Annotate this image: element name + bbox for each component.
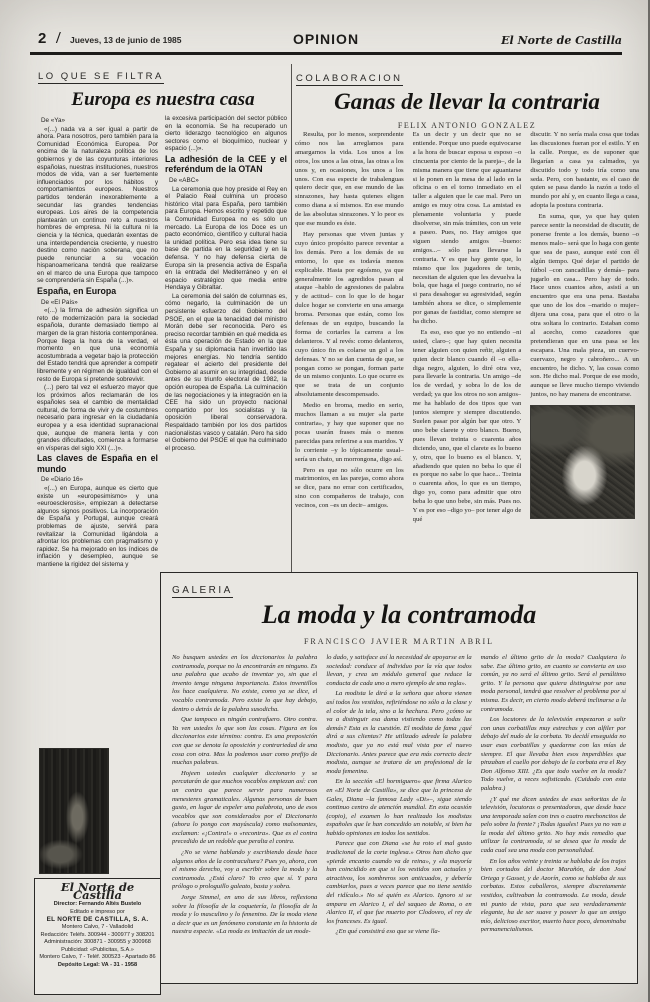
quote-source: De «Ya» — [41, 117, 66, 124]
sidebar-photo — [39, 748, 109, 874]
quote-source: De «El País» — [41, 298, 78, 306]
article-paragraph: En la sección «El hormiguero» que firma Alarico en «El Norte de Castilla», se dice que la princesa de Gales, Diana –la famosa Lady «Di»–, sigue siendo continuo centro de atención mundial. En esta ocasión (copio), el examen lo han realizado los modistas españoles que le han concedido un notable, si bien ha habido opiniones en todos los sentidos. — [326, 778, 472, 837]
quote-source: De «Diario 16» — [41, 476, 84, 484]
colaboracion-kicker: COLABORACION — [296, 73, 403, 84]
colaboracion-headline: Ganas de llevar la contraria — [334, 89, 600, 114]
filtra-section-header — [38, 66, 288, 111]
article-paragraph: ¿En qué consistirá eso que se viene lla- — [335, 928, 440, 936]
page-header — [30, 30, 622, 50]
article-paragraph: Pero es que no sólo ocurre en los matrimonios, en las parejas, como ahora se dice, para no errar con certificados, sino con compañeros de trabajo, con vecinos, con –es un decir– amigos. — [295, 466, 404, 510]
article-paragraph: mando el último grito de la moda? Cualquiera lo sabe. Ese último grito, en cuanto se convierta en uso común, ya no será el último grito. Será el penúltimo grito. Y la persona que quiera distinguirse por una moda personal, tendrá que resolver el problema por sí misma. Es decir, en cierto modo deberá inclinarse a la contramoda. — [480, 654, 626, 713]
header-rule — [30, 52, 622, 55]
masthead-box-title: El Norte de Castilla — [60, 880, 135, 902]
masthead-info-box — [34, 878, 161, 995]
galeria-box — [160, 572, 638, 984]
article-paragraph: Es un decir y un decir que no se entiende. Porque uno puede equivocarse a la hora de buscar esposa u esposo –o cincuenta por ciento de la pareja–, de la misma manera que tiene que aguantarse si le ponen en la mesa de al lado en la oficina o en el torno inmediato en el taller a alguien que le cae mal. Pero un amigo es muy otra cosa. La amistad es plenamente voluntaria y puede disolverse, sin más trámites, con un vete a paseo. Pues, no. Hay amigos que siguen siendo amigos –bueno: amigos...– sólo para llevarse la contraria. Y es que hay gente que, lo mismo que los jugadores de tenis, necesitan de alguien que les devuelva la bola, que haga el juego contrario, no sé si para desahogar su agresividad, según también ahora se dice, o simplemente por ganas de fastidiar, como siempre se ha dicho. — [412, 131, 522, 326]
colaboracion-column-1 — [295, 131, 404, 577]
galeria-column-1 — [172, 654, 317, 972]
colaboracion-section-header — [296, 68, 638, 130]
quote-text: «(...) la firma de adhesión significa un reto de modernización para la sociedad española, durante demasiado tiempo al margen de la gran historia contemporánea. Porque llega la hora de la verdad, el momento en que una economía acostumbrada a vegetar bajo la protección del Estado tendrá que aprender a competir libremente y en régimen de igualdad con el resto de Europa si pretende sobrevivir. — [37, 307, 158, 383]
article-paragraph: Jorge Simmel, en uno de sus libros, reflexiona sobre la filosofía de la coquetería, la filosofía de la moda y lo masculino y lo femenino. De la moda viene a decir que es un fenómeno constante en la historia de nuestra especie. «La moda es imitación de un mode- — [172, 894, 318, 936]
galeria-byline: FRANCISCO JAVIER MARTIN ABRIL — [303, 637, 495, 646]
quote-text: La ceremonia que hoy preside el Rey en el Palacio Real culmina un proceso histórico vital para España, pero también para Europa. Hemos escrito y repetido que la Comunidad Europea no es sólo un mercado. La Europa de los Doce es un pacto económico, científico y cultural hacia la unidad política. Pero esa idea tiene su base de partida en la seguridad y en la defensa. Y no hay defensa cierta de Europa sin la presencia activa de España en la entrada del Mediterráneo y en el espacio estratégico que media entre Hendaya y Gibraltar. — [165, 185, 287, 292]
quote-text: (...) pero tal vez el esfuerzo mayor que los próximos años reclamarán de los españoles sea el cambio de mentalidad cultural, de forma de vivir y de costumbres necesario para ingresar en la ciudadanía europea y a esa identidad supranacional que, aunque de manera lenta y con grandes dificultades, comienza a formarse en vísperas del siglo XXI (...)». — [37, 384, 158, 452]
masthead-address-line: Montero Calvo, 7 - Valladolid — [61, 923, 134, 930]
subhead-las-claves: Las claves de España en el mundo — [37, 453, 158, 474]
column-separator — [291, 64, 292, 576]
article-paragraph: No busquen ustedes en los diccionarios la palabra contramoda, porque no la encontrarán en ninguno. Es una palabra que acabo de inventar yo, sin que el invento tenga ninguna importancia. Estos inventillos los hace cualquiera. No existe, como ya se dice, el vocablo contramoda. Pero existe lo que hay debajo, dentro o detrás de la palabra susodicha. — [172, 654, 318, 713]
quote-source: De «ABC» — [169, 176, 199, 184]
quote-text: la excesiva participación del sector público en la economía. Se ha recuperado un cierto liderazgo tecnológico en algunos sectores como el bioquímico, nuclear y espacio (...)». — [165, 115, 287, 153]
colaboracion-column-2 — [413, 131, 522, 577]
masthead-publicidad-line: Publicidad: «Publicitas, S.A.» — [61, 946, 134, 953]
galeria-column-3 — [481, 654, 626, 972]
article-paragraph: Que tampoco es ningún contrafuero. Otro contra. Ya ven ustedes lo que son las cosas. Figura en los diccionarios este término: contra. Es una preposición con que se denota la oposición y contrariedad de una cosa con otra. Mas la podemos usar como prefijo de muchas palabras. — [172, 716, 318, 767]
newspaper-name: El Norte de Castilla — [501, 34, 622, 47]
quote-text: «(...) nada va a ser igual a partir de ahora. Para nosotros, pero también para la Comunidad Económica Europea. Por encima de la naturaleza política de los gobiernos y de las coyunturas interiores españolas, nuestras instituciones, nuestros modos de vida, van a ser fuertemente influenciados por los hábitos y comportamientos europeos. Nuestros partidos tenderán inexorablemente a secundar las grandes tendencias europeas. Los aires de la competencia plantearán un continuo reto a nuestros hombres de empresa. Ni la cultura ni la ciencia y la técnica, quedarán exentas de una interdependencia creciente, y nuestro destino como nación soberana, que no puede renunciar a su vocación hispanoamericana tendrá que realizarse en el marco de una Europa que tampoco se comprendería sin España (...)». — [37, 125, 158, 285]
article-paragraph: Parece que con Diana «se ha roto el mal gusto tradicional de la corte inglesa.» Otros han dicho que «pierde encanto cuando va de reina», y «la mayoría han coincidido en que si los vestidos son actuales y atractivos, los sombreros son anticuados, y debería cambiarlos, pues a veces parece que no tiene sentido del ridículo.» No sé quién es Alarico. Ignoro si se ampara en Alarico I, el del saqueo de Roma, o en Alarico II, el que fue muerto por Clodoveo, el rey de los franceses. Es igual. — [326, 840, 472, 925]
quote-text: La ceremonia del salón de columnas es, cómo negarlo, la culminación de un persistente esfuerzo del Gobierno del PSOE, en el que la tenacidad del ministro Morán debe ser reconocida. Pero es preciso recordar también en qué medida es ésta una operación de Estado en la que España y su diplomacia han invertido las mejores energías. No tendría sentido regatear el acierto del presidente del Gobierno al asumir en su integridad, desde antes de su triunfo electoral de 1982, la opción europea de España. La culminación de las negociaciones y la integración en la CEE ha sido un proyecto nacional compartido por los socialistas y la oposición liberal conservadora. Respaldado también por los dos partidos nacionalistas vasco y catalán. Pero ha sido el Gobierno del PSOE el que ha culminado el proceso. — [165, 292, 287, 452]
article-paragraph: Hay personas que viven juntas y cuyo único propósito parece reventar a los demás. Pero a los demás de su entorno, lo que es todavía menos explicable. Hasta por egoísmo, ya que generalmente los agredidos pasan al ataque –hablo de agresiones de palabra y de actitud– con lo que lo de hogar dulce hogar se convierte en una amarga broma. Personas que están, como los defensas de un equipo, buscando la forma de cortarles la carrera a los delanteros. Y al revés: como delanteros, cuyo único fin es colarse un gol a los defensas. Y no se dan cuenta de que, se pongan como se pongan, forman parte de un mismo conjunto. Lo que ocurre es que se trata de un conjunto absolutamente descompensado. — [295, 230, 404, 399]
article-paragraph: lo dado, y satisface así la necesidad de apoyarse en la sociedad: conduce al individuo por la vía que todos llevan, y crea un módulo general que reduce la conducta de cada uno a mero ejemplo de una regla». — [326, 654, 472, 687]
masthead-company-line: EL NORTE DE CASTILLA, S. A. — [46, 916, 149, 924]
masthead-publicidad-address-line: Montero Calvo, 7 - Teléf. 300523 - Apartado 86 — [39, 954, 156, 961]
filtra-column-2 — [165, 115, 287, 577]
galeria-columns — [172, 654, 626, 972]
masthead-administracion-line: Administración: 300871 - 300955 y 300968 — [44, 939, 151, 946]
page-number: 2 — [38, 30, 47, 47]
article-paragraph: discutir. Y no sería mala cosa que todas las discusiones fueran por el estilo. Y en la calle. Porque, es de suponer que llegarían a casa ya calmados, ya discutido todo y todo iría como una seda. Pero, con bastante, es el caso de quien se pasa dando la razón a todo el mundo por ahí y, en cuanto llega a casa, adopta la postura contraria. — [530, 131, 640, 210]
galeria-kicker: GALERIA — [172, 585, 233, 596]
masthead-director-line: Director: Fernando Altés Bustelo — [53, 901, 142, 908]
quote-text: «(...) en Europa, aunque es cierto que existe un «europesimismo» y una «euroesclerosis», empiezan a detectarse algunos signos positivos. La incorporación de España y Portugal, aunque creará problemas de ajuste, servirá para revitalizar la Comunidad ligándola a afrontar los problemas con pragmatismo y rapidez. Se ha mejorado en los índices de inflación y desempleo, aunque se mantiene la rigidez del sistema y — [37, 485, 158, 568]
subhead-espana-en-europa: España, en Europa — [37, 286, 117, 297]
article-paragraph: En suma, que, ya que hay quien parece sentir la necesidad de discutir, de ponerse frente a los demás, bueno –o menos malo– será que lo haga con gente que sea de paso, aunque esté con él algún tiempo. Qué dejar el partido de fútbol –con zancadillas y demás– para jugarlo en casa... Pero hay de todo. Hace unos cuantos años, asistí a un encuentro que era una pena. Bastaba que uno de los dos –marido o mujer– dijera una cosa, para que el otro o la otra soltara lo contrario. Estaban como al acecho, como cazadores que pretendieran que en una pasa se les escapara. Una mala pieza, un cuervo-cuervazo, negro y cabroñero... A un encuentro, he dicho. Y, las cosas como son. He dicho mal. Porque de ese modo, aunque se lleve mucho tiempo viviendo juntos, no hay manera de encontrarse. — [530, 213, 640, 399]
article-paragraph: ¿No se viene hablando y escribiendo desde hace algunos años de la contracultura? Pues yo, ahora, con el mismo derecho, voy a escribir sobre la moda y la contramoda. ¿Está claro? Yo creo que sí. Y para prólogo o prologuillo galeato, basta y sobra. — [172, 849, 318, 891]
section-title: OPINION — [292, 31, 360, 47]
masthead-edited-line: Editado e impreso por — [70, 908, 125, 915]
galeria-headline: La moda y la contramoda — [261, 600, 537, 629]
filtra-kicker: LO QUE SE FILTRA — [38, 71, 164, 82]
colaboracion-columns — [295, 131, 639, 577]
article-paragraph: Los locutores de la televisión empezaron a salir con unas corbatillas muy estrechas y con alfiler por debajo del nudo de la corbata. Yo decidí enseguida no usar esas corbatillas y quedarme con las mías de siempre. El que llevaba bien esos imperdibles que pinzaban el cuello por debajo de la corbata era el Rey Don Alfonso XIII. ¿Es que todo vuelve en la moda? Todo vuelve, a veces sofisticado. (Cuidado con esta palabra.) — [480, 716, 626, 792]
article-paragraph: En los años veinte y treinta se hablaba de los trajes bien cortados del doctor Marañón, de don José Ortega y Gasset, y de Azorín, como se hablaba de sus corbatas. Estos caballeros, siempre discretamente vestidos, cultivaban la contramoda. La moda, desde mi punto de vista, para que sea verdaderamente elegante, ha de ser suave y poseer lo que un amigo mío, delicioso escritor, muerto hace poco, denominaba permanencialismos. — [480, 857, 626, 934]
page-date: Jueves, 13 de junio de 1985 — [70, 35, 182, 45]
colaboracion-column-3 — [530, 131, 639, 577]
galeria-column-2 — [326, 654, 471, 972]
article-paragraph: Resulta, por lo menos, sorprendente cómo nos las arreglamos para amargarnos la vida. Los unos a los otros, los unos a las otras, las otras a los unos y, en ocasiones, los unos a los unos. Con esa especie de trabalenguas quiero decir que, en ese mundo de las sinrazones, hay hasta quienes eligen como diana a sí mismos. En ese mundo de las absolutas sinrazones. Y lo peor es que ese mundo es éste. — [295, 131, 404, 228]
article-paragraph: Es eso, eso que yo no entiendo –ni usted, claro–; que hay quien necesita tener alguien con quien reñir, alguien a quien decir blanco cuando él –o ella– diga negro, alguien, lo diré otra vez, para llevarle la contraria. Un amigo –de los de verdad, y sobra lo de los de verdad; ya que los otros no son amigos– me ha hablado de dos tipos que van juntos siempre y siempre discutiendo. Suelen pasar por algún bar que otro. Y uno bebe clarete y otro blanco. Bueno, pues llevan treinta o cuarenta años diciendo, uno, que el clarete es lo bueno y, otro, que lo bueno es el blanco. Y, añadiendo que quien no beba lo que él es porque no sabe lo que hace... Treinta o cuarenta años, lo que es un tiempo, digo yo, como para admitir que otro beba lo que uno bebe, sin más. Pues no. Y es por eso –digo yo– por tener algo de qué — [412, 328, 522, 523]
article-paragraph: Hojeen ustedes cualquier diccionario y se percatarán de que muchos vocablos empiezan así: con un contra que parece servir para numerosos menesteres gramaticales. Algunas personas de buen gusto, en lugar de expeler una palabrota, uno de esos vocablos que son considerados por el Diccionario (ahora lo pongo con mayúscula) como malsonantes, exclaman: «¡Contra!» o «recontra». Que es el contra precedido de un redoble que peralta el contra. — [172, 769, 318, 846]
masthead-deposito-line: Depósito Legal: VA - 31 - 1958 — [57, 961, 138, 968]
article-photo — [530, 405, 635, 519]
filtra-column-1 — [37, 115, 158, 747]
masthead-redaccion-line: Redacción: Teléfs. 300944 - 300977 y 308201 — [40, 931, 155, 938]
article-paragraph: Medio en broma, medio en serio, muchos llaman a su mujer «la parte contraria», y hay que suponer que no pocas usarán frases más o menos parecidas para referirse a sus maridos. Y lo corriente –y lo tópicamente usual– sería un chato, un morrongona, digo así. — [295, 402, 404, 463]
colaboracion-byline: FELIX ANTONIO GONZALEZ — [397, 121, 537, 130]
subhead-adhesion-cee-otan: La adhesión de la CEE y el referéndum de la OTAN — [165, 153, 287, 175]
filtra-headline: Europa es nuestra casa — [71, 89, 255, 110]
article-paragraph: La modista le dirá a la señora que ahora vienen así todos los vestidos, refiriéndose no sólo a la clase y el color de la tela, sino a la hechura. Pero ¿cómo se va a distinguir esa dama vistiendo como todas las demás? Esta es la cuestión. El modista de fama ¿qué dirá a sus clientas? He utilizado adrede la palabra modisto, que ya no está mal vista por el nuevo Diccionario. Antes parece que era más correcto decir modista, aunque se tratara de un profesional de la moda femenina. — [326, 690, 472, 775]
article-paragraph: ¿Y qué me dicen ustedes de esas señoritas de la televisión, locutoras o presentadoras, que desde hace una temporada salen con tres o cuatro mechoncitos de pelo sobre la frente? ¡Todas iguales! Pues ya no van a la moda del último grito. No hay más remedio que utilizar la contramoda, si se desea que la moda de cada cual sea una moda con personalidad. — [480, 795, 626, 855]
page-number-slash: / — [56, 28, 61, 47]
